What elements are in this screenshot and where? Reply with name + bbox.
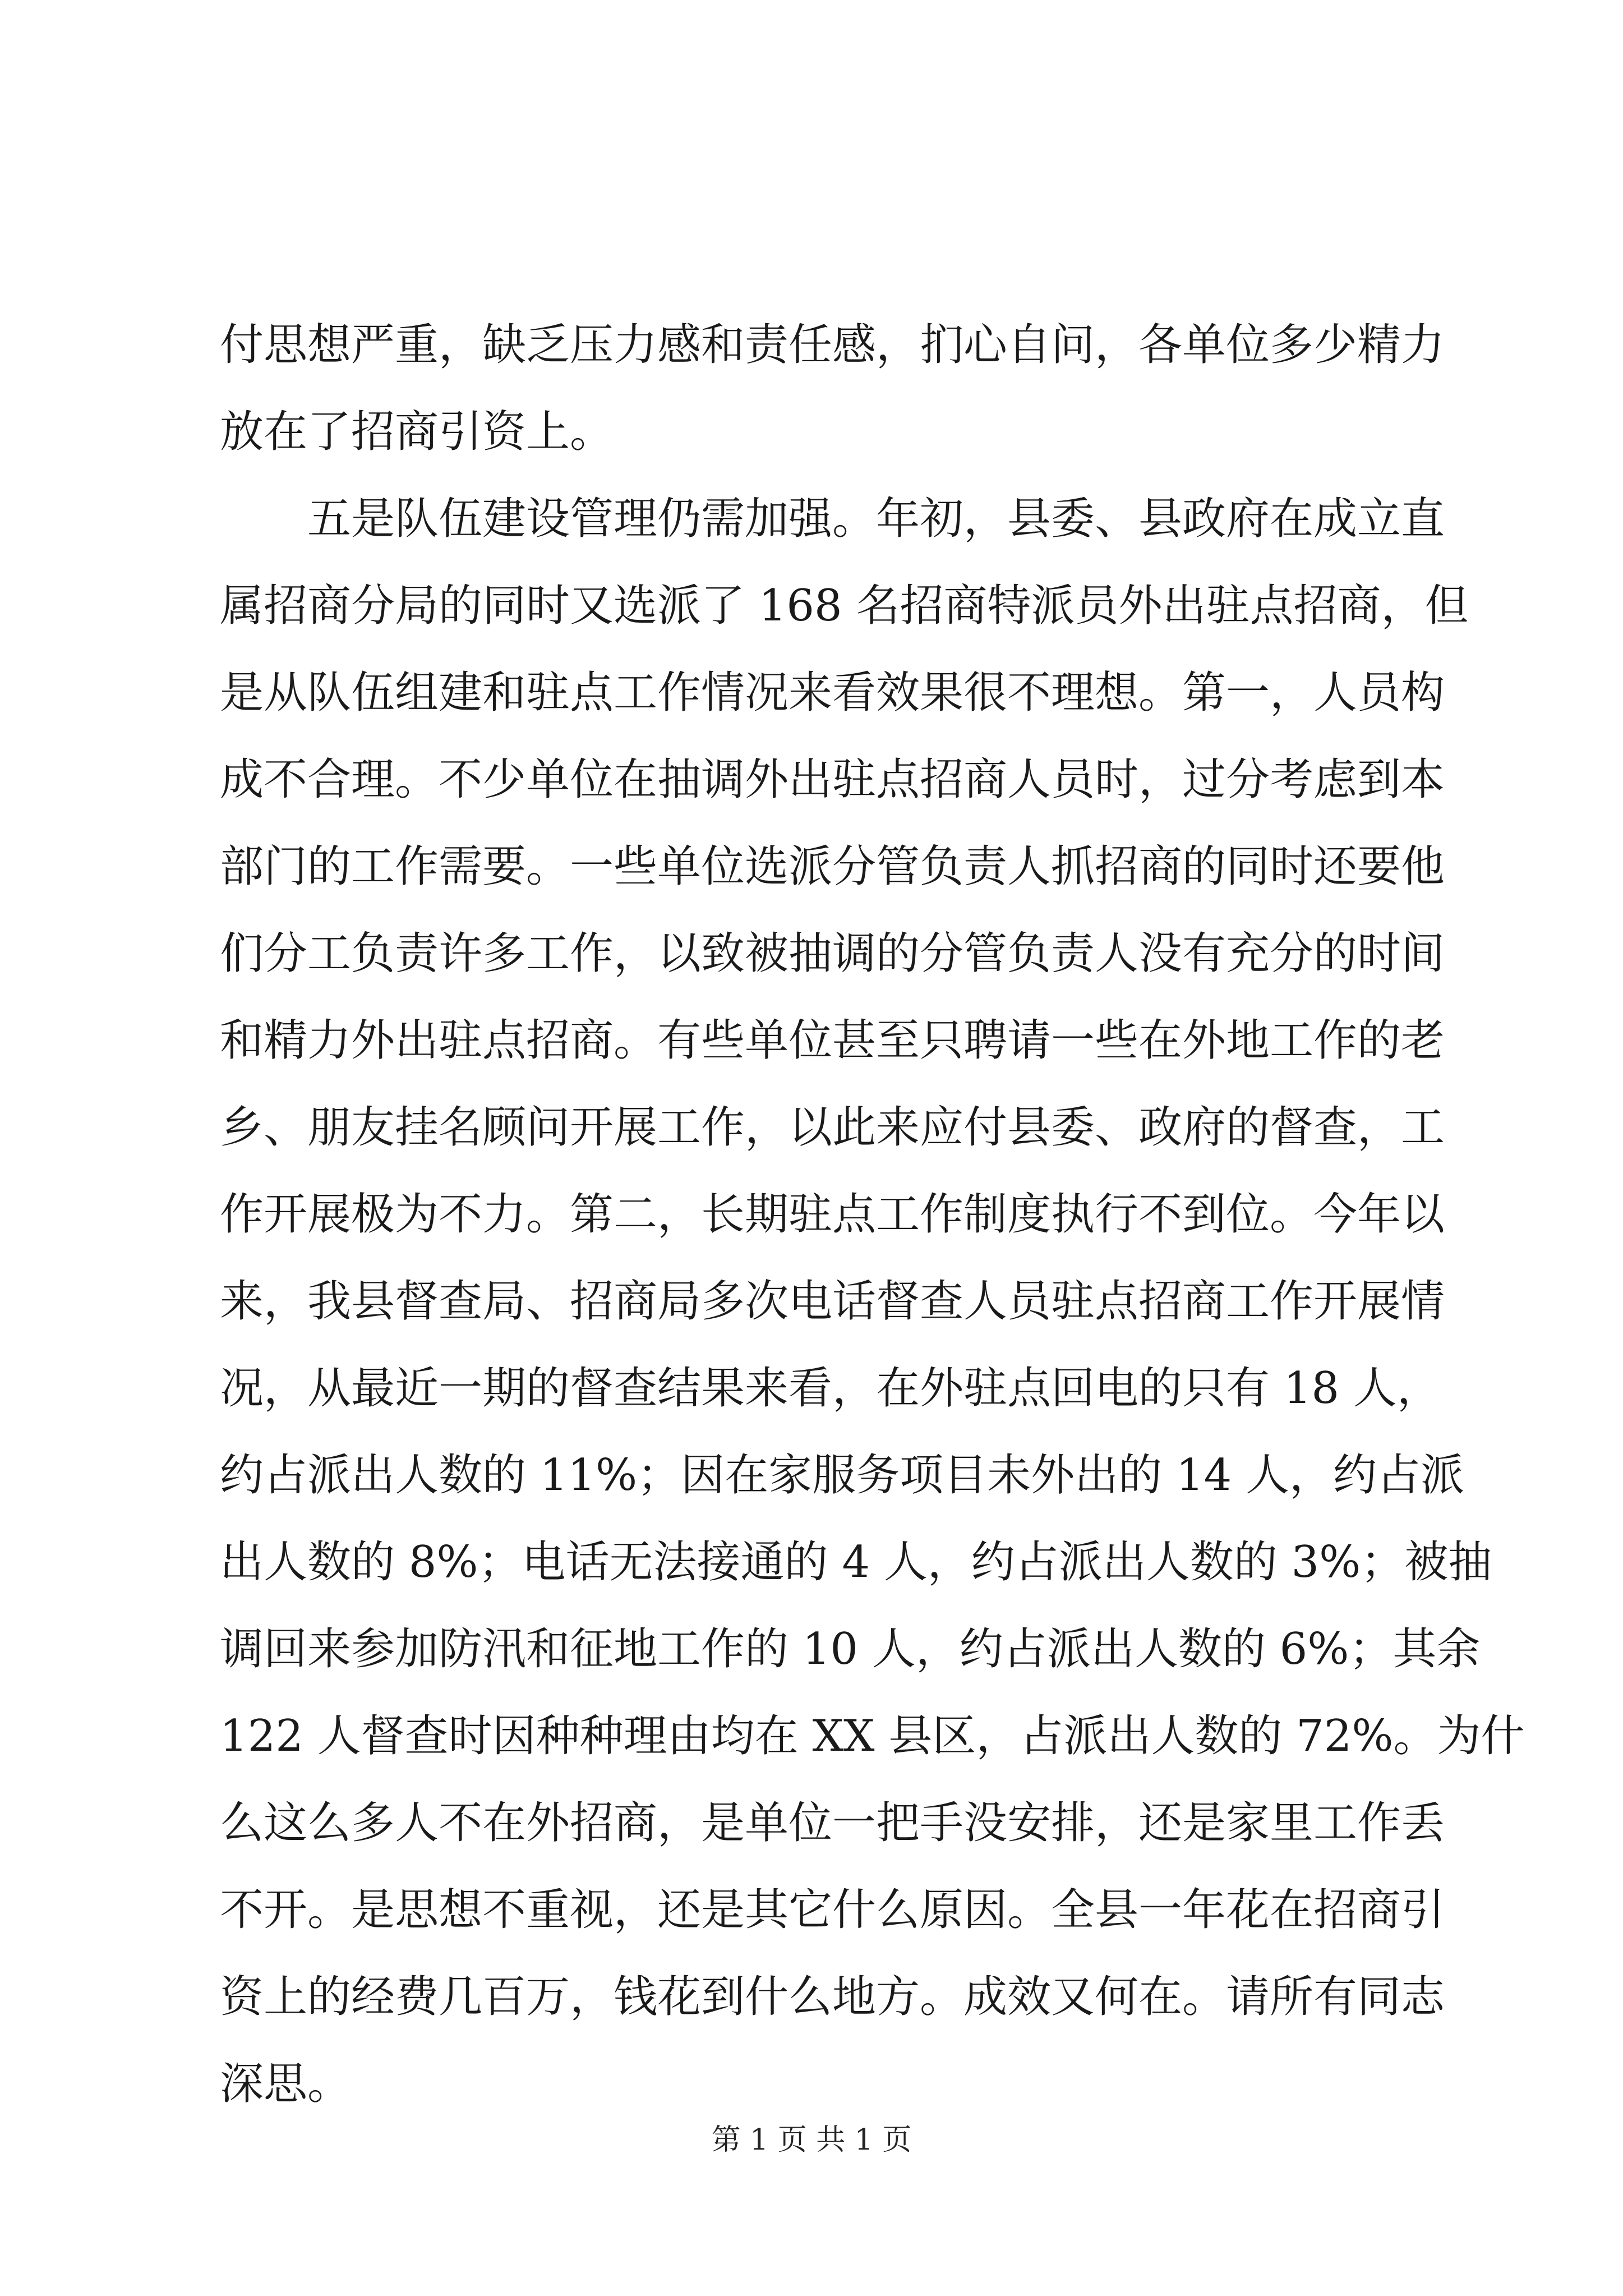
text-line: 况，从最近一期的督查结果来看，在外驻点回电的只有 18 人， <box>220 1363 1441 1414</box>
text-line: 付思想严重，缺乏压力感和责任感，扪心自问，各单位多少精力 <box>220 320 1445 370</box>
text-line: 放在了招商引资上。 <box>220 407 614 457</box>
page-footer: 第 1 页 共 1 页 <box>711 2123 912 2157</box>
text-line: 122 人督查时因种种理由均在 XX 县区，占派出人数的 72%。为什 <box>220 1711 1525 1761</box>
text-line: 不开。是思想不重视，还是其它什么原因。全县一年花在招商引 <box>220 1885 1445 1935</box>
text-line: 约占派出人数的 11%；因在家服务项目未外出的 14 人，约占派 <box>220 1450 1465 1501</box>
text-line: 调回来参加防汛和征地工作的 10 人，约占派出人数的 6%；其余 <box>220 1624 1481 1674</box>
text-line: 们分工负责许多工作，以致被抽调的分管负责人没有充分的时间 <box>220 928 1445 979</box>
body-text <box>220 302 1525 2128</box>
text-line: 作开展极为不力。第二，长期驻点工作制度执行不到位。今年以 <box>220 1189 1445 1240</box>
text-line: 出人数的 8%；电话无法接通的 4 人，约占派出人数的 3%；被抽 <box>220 1537 1492 1588</box>
text-line: 资上的经费几百万，钱花到什么地方。成效又何在。请所有同志 <box>220 1972 1445 2022</box>
text-line: 来，我县督查局、招商局多次电话督查人员驻点招商工作开展情 <box>220 1276 1445 1327</box>
text-line: 深思。 <box>220 2059 352 2109</box>
text-line: 部门的工作需要。一些单位选派分管负责人抓招商的同时还要他 <box>220 841 1445 892</box>
text-line: 五是队伍建设管理仍需加强。年初，县委、县政府在成立直 <box>307 494 1445 544</box>
text-line: 成不合理。不少单位在抽调外出驻点招商人员时，过分考虑到本 <box>220 754 1445 805</box>
text-line: 和精力外出驻点招商。有些单位甚至只聘请一些在外地工作的老 <box>220 1015 1445 1066</box>
text-line: 么这么多人不在外招商，是单位一把手没安排，还是家里工作丢 <box>220 1798 1445 1848</box>
text-line: 属招商分局的同时又选派了 168 名招商特派员外出驻点招商，但 <box>220 581 1469 631</box>
text-line: 是从队伍组建和驻点工作情况来看效果很不理想。第一，人员构 <box>220 668 1445 718</box>
text-line: 乡、朋友挂名顾问开展工作，以此来应付县委、政府的督查，工 <box>220 1102 1445 1153</box>
